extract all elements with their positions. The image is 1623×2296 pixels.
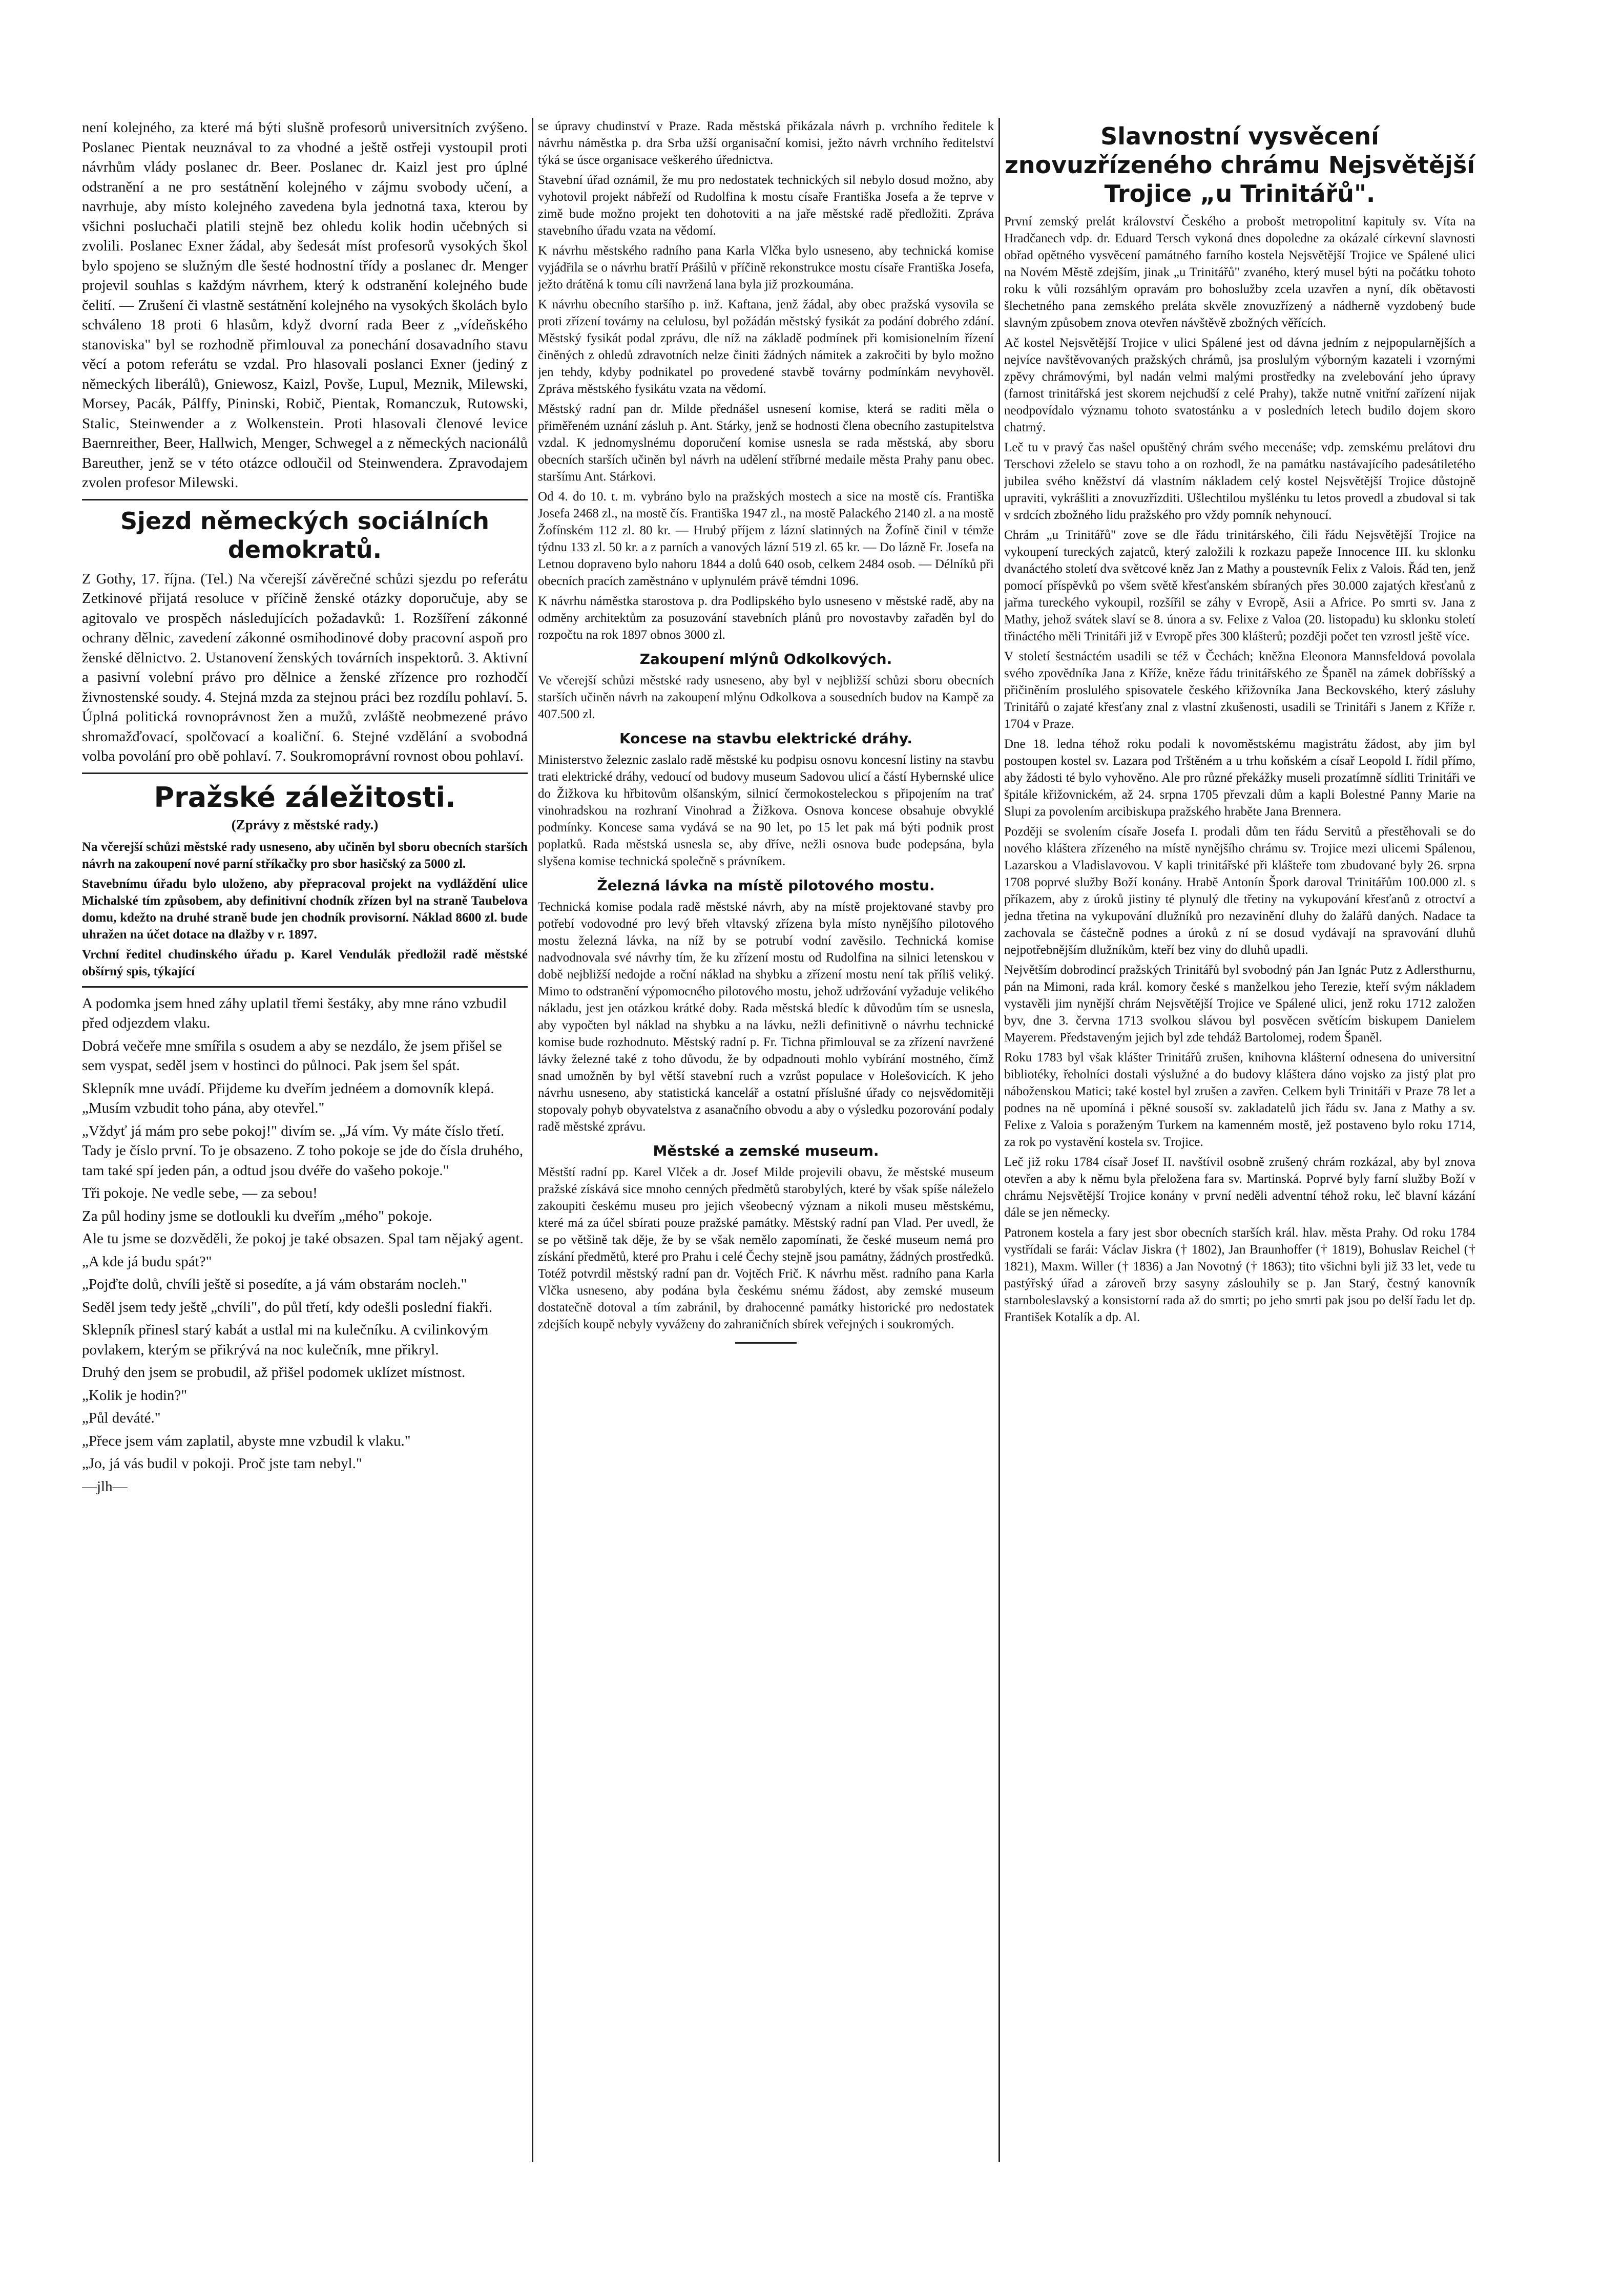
feuilleton-paragraph: „Kolik je hodin?" — [82, 1387, 188, 1404]
article-text: Leč již roku 1784 císař Josef II. navštívil osobně zrušený chrám rozkázal, aby byl znova otevřen a aby k němu byla přeložena fara sv. Martinská. Poprvé byly farní služby Boží v chrámu Nejsvětější Trojice konány v první neděli adventní téhož roku, leč blavní kázání dále se jen německy. — [1004, 1155, 1475, 1220]
feuilleton — [82, 994, 528, 1497]
article-text: Z Gothy, 17. října. (Tel.) Na včerejší závěrečné schůzi sjezdu po referátu Zetkinové přijatá resoluce v příčině ženské otázky doporučuje, aby se agitovalo ve prospěch následujících požadavků: 1. Rozšíření zákonné ochrany dělnic, zavedení zákonné osmihodinové doby pracovní aspoň pro ženské dělnictvo. 2. Ustanovení ženských továrních inspektorů. 3. Aktivní a pasivní volební právo pro dělnice a ženské zřízence pro rozhodčí živnostenské soudy. 4. Stejná mzda za stejnou práci bez rozdílu pohlaví. 5. Úplná politická rovnoprávnost žen a mužů, zvláště neobmezené právo shromažďovací, spolčovací a koaliční. 6. Stejné vzdělání a svobodná volba povolání pro obě pohlaví. 7. Soukromoprávní rovnost obou pohlaví. — [82, 570, 528, 764]
article-text: K návrhu náměstka starostova p. dra Podlipského bylo usneseno v městské radě, aby na odměny architektům za posuzování stavebních plánů pro novostavby zařaděn byl do rozpočtu na rok 1897 obnos 3000 zl. — [538, 594, 994, 642]
article-text: Stavebnímu úřadu bylo uloženo, aby přepracoval projekt na vydláždění ulice Michalské tím způsobem, aby definitivní chodník zřízen byl na straně Taubelova domu, kdežto na druhé straně bude jen chodník provisorní. Náklad 8600 zl. bude uhražen na účet dotace na dlažby v r. 1897. — [82, 876, 528, 942]
article-text: K návrhu městského radního pana Karla Vlčka bylo usneseno, aby technická komise vyjádřila se o návrhu bratří Prášilů v příčině rekonstrukce mostu císaře Františka Josefa, ježto drátěná k tomu cíli navržená lana byla již prozkoumána. — [538, 244, 994, 291]
headline-electric-railway: Koncese na stavbu elektrické dráhy. — [619, 730, 913, 747]
end-rule — [735, 1342, 797, 1344]
feuilleton-paragraph: „Přece jsem vám zaplatil, abyste mne vzbudil k vlaku." — [82, 1432, 411, 1449]
article-text: Městští radní pp. Karel Vlček a dr. Josef Milde projevili obavu, že městské museum pražské získává sice mnoho cenných předmětů starobylých, které by však spíše náleželo zakoupiti českému museu pro jejich všeobecný význam a nikoli museu městskému, které má za účel sbírati pouze pražské památky. Městský radní pan Vlad. Per uvedl, že se po většině tak děje, že by se však nemělo zapomínati, že české museum nemá pro získání předmětů, které pro Prahu i celé Čechy stejně jsou památny, žádných prostředků. Totéž potvrdil městský radní pan dr. Vojtěch Frič. K návrhu měst. radního pana Karla Vlčka usneseno, aby podána byla českému snému žádost, aby zemské museum dostatečně dotoval a tím zabránil, by drahocenné památky historické pro nedostatek zdejších koupě nebyly vyváženy do zahraničních sbírek veřejných i soukromých. — [538, 1165, 994, 1331]
article-text: Ministerstvo železnic zaslalo radě městské ku podpisu osnovu koncesní listiny na stavbu trati elektrické dráhy, vedoucí od budovy museum Sadovou ulicí a částí Hybernské ulice do Žižkova ku hřbitovům olšanským, silnicí čermokosteleckou s připojením na trať vinohradskou na rozhraní Vinohrad a Žižkova. Osnova koncese obsahuje obvyklé podmínky. Koncese sama vydává se na 90 let, po 15 let pak má býti podnik prost poplatků. Rada městská usnesla se, aby dříve, nežli osnova bude podepsána, byla slyšena komise technická společně s právníkem. — [538, 753, 994, 868]
article-text: Na včerejší schůzi městské rady usneseno, aby učiněn byl sboru obecních starších návrh na zakoupení nové parní stříkačky pro sbor hasičský za 5000 zl. — [82, 840, 528, 871]
headline-subtitle: (Zprávy z městské rady.) — [231, 817, 379, 832]
feuilleton-paragraph: Sklepník mne uvádí. Přijdeme ku dveřím jednéem a domovník klepá. „Musím vzbudit toho pána, aby otevřel." — [82, 1080, 494, 1116]
article-text: Městský radní pan dr. Milde přednášel usnesení komise, která se raditi měla o přiměřeném uznání zásluh p. Ant. Stárky, jenž se hodnosti člena obecního zastupitelstva vzdal. K jednomyslnému doporučení komise usnesla se rada městská, aby sboru obecních starších učiněn byl návrh na udělení stříbrné medaile města Prahy panu obec. staršímu Ant. Stárkovi. — [538, 402, 994, 484]
column-divider — [998, 118, 1000, 2162]
divider — [82, 773, 528, 774]
article-text: První zemský prelát království Českého a probošt metropolitní kapituly sv. Víta na Hradčanech vdp. dr. Eduard Tersch vykoná dnes dopoledne za okázalé církevní slavnosti obřad opětného vysvěcení památného farního kostela Nejsvětější Trojice ve Spálené ulici na Novém Městě zdejším, jinak „u Trinitářů" zvaného, který musel býti na počátku tohoto roku k vůli rozsáhlým opravám pro bohoslužby zcela uzavřen a nyní, dík obětavosti šlechetného pana zemského preláta skvěle znovuzřízený a nádherně vyzdobený bude slavným způsobem znova otevřen návštěvě zbožných věřících. — [1004, 215, 1475, 330]
article-text: Leč tu v pravý čas našel opuštěný chrám svého mecenáše; vdp. zemskému prelátovi dru Terschovi zželelo se stavu toho a on rozhodl, že na památku nastávajícího padesátiletého jubilea svého kněžství dá vlastním nákladem celý kostel Nejsvětější Trojice důstojně upraviti, vykrášliti a znovuzřízditi. Ušlechtilou myšlénku tu letos provedl a zbudoval si tak v srdcích zbožného lidu pražského pro vždy pomník nehynoucí. — [1004, 441, 1475, 522]
headline-museum: Městské a zemské museum. — [653, 1142, 879, 1159]
feuilleton-paragraph: „A kde já budu spát?" — [82, 1253, 212, 1270]
feuilleton-paragraph: „Vždyť já mám pro sebe pokoj!" divím se. „Já vím. Vy máte číslo třetí. Tady je číslo první. To je obsazeno. Z toho pokoje se jde do čísla druhého, tam také spí jeden pán, a odtud jsou dvéře do vašeho pokoje." — [82, 1122, 524, 1179]
column-3 — [1004, 118, 1475, 2218]
article-text: Od 4. do 10. t. m. vybráno bylo na pražských mostech a sice na mostě cís. Františka Josefa 2468 zl., na mostě čís. Františka 1947 zl., na mostě Palackého 2140 zl. a na mostě Žofínském 112 zl. 80 kr. — Hrubý příjem z lázní slatinných na Žofíně činil v témže týdnu 133 zl. 50 kr. a z parních a vanových lázní 519 zl. 65 kr. — Do lázně Fr. Josefa na Letnou dopraveno bylo nahoru 1844 a dolů 640 osob, celkem 2484 osob. — Délníků při obecních pracích zaměstnáno v uplynulém právě témdni 1096. — [538, 490, 994, 588]
article-text: Později se svolením císaře Josefa I. prodali dům ten řádu Servitů a přestěhovali se do nového kláštera zřízeného na místě nynějšího chrámu sv. Trojice mezi ulicemi Spálenou, Lazarskou a Vladislavovou. V kapli trinitářské při klášteře tom zbudované byly 26. srpna 1708 poprvé služby Boží konány. Hrabě Antonín Špork daroval Trinitářům 100.000 zl. s příkazem, aby z úroků jistiny té plynulý dle třetiny na vykupování křesťanů z otroctví a jedna třetina na vykupování dlužníků pro nezavinění dluhy do žalářů daných. Nadace ta zachovala se částečně podnes a úroků z ní se dosud vydávají na spravování dluhů nejpotřebnějším dlužníkům, kteří bez viny do dluhů upadli. — [1004, 825, 1475, 957]
feuilleton-paragraph: Za půl hodiny jsme se dotloukli ku dveřím „mého" pokoje. — [82, 1207, 432, 1224]
article-text: není kolejného, za které má býti slušně profesorů universitních zvýšeno. Poslanec Pientak neuznával to za vhodné a ještě ostřeji vystoupil proti návrhům vlády poslanec dr. Beer. Poslanec dr. Kaizl jest pro úplné odstranění a ne pro sestátnění kolejného v zájmu svobody učení, a navrhuje, aby místo kolejného zavedena byla jednotná taxa, kterou by všichni posluchači platili stejně bez ohledu kolik hodin učebných si zvolili. Poslanec Exner žádal, aby šedesát míst profesorů vysokých škol bylo spojeno se služným dle šesté hodnostní třídy a poslanec dr. Menger projevil souhlas s každým návrhem, který k odstranění kolejného bude čelití. — Zrušení či vlastně sestátnění kolejného na vysokých školách bylo schváleno 18 proti 6 hlasům, když dvorní rada Beer z „vídeňského stanoviska" byl se rozhodně přimlouval za ponechání dosavadního stavu věcí a potom referátu se vzdal. Pro hlasovali poslanci Exner (jediný z německých liberálů), Gniewosz, Kaizl, Povše, Lupul, Meznik, Milewski, Morsey, Pacák, Pálffy, Pininski, Robič, Pientak, Romanczuk, Rutowski, Stalic, Steinwender a z Wolkenstein. Proti hlasovali členové levice Baernreither, Beer, Hallwich, Menger, Schwegel a z německých nacionálů Bareuther, jenž se v této otázce odloučil od Steinwendera. Zpravodajem zvolen profesor Milewski. — [82, 119, 528, 491]
article-text: Největším dobrodincí pražských Trinitářů byl svobodný pán Jan Ignác Putz z Adlersthurnu, pán na Mimoni, rada král. komory české s manželkou jeho Terezie, kteří svým nákladem vystavěli jim nynější chrám Nejsvětější Trojice ve Spálené ulici, jenž roku 1712 založen byv, dne 3. června 1713 svolkou slávou byl posvěcen světícím biskupem Danielem Mayerem. Představeným jejich byl zde tehdáž Bartolomej, rodem Španěl. — [1004, 963, 1475, 1045]
article-text: Ač kostel Nejsvětější Trojice v ulici Spálené jest od dávna jedním z nejpopularnějších a nejvíce navštěvovaných pražských chrámů, jsa proslulým výborným kazateli i vzornými zpěvy chrámovými, byl nadán velmi malými prostředky na zvelebování jeho úpravy (farnost trinitářská jest skorem nejchudší z celé Prahy), takže nutně vnitřní zařízení nijak neodpovídalo významu tohoto svatostánku a v posledních letech budilo dojem skoro chatrný. — [1004, 336, 1475, 434]
feuilleton-paragraph: „Jo, já vás budil v pokoji. Proč jste tam nebyl." — [82, 1455, 362, 1472]
feuilleton-paragraph: Sklepník přinesl starý kabát a ustlal mi na kulečníku. A cvilinkovým povlakem, kterým se přikrývá na noc kulečník, mne přikryl. — [82, 1322, 489, 1358]
column-2 — [538, 118, 994, 2218]
article-text: Technická komise podala radě městské návrh, aby na místě projektované stavby pro potřebí vodovodné pro levý břeh vltavský zřízena byla místo nynějšího pilotového mostu železná lávka, na níž by se potrubí vodní zavěsilo. Technická komise nadvodnovala své návrhy tím, že ku zřízení mostu od Rudolfina na silnici letenskou v době nejbližší nedojde a roční náklad na shybku a zřízení mostu není tak příliš veliký. Mimo to odstranění výpomocného pilotového mostu, jehož udržování vyžaduje velikého nákladu, jest jen otázkou krátké doby. Rada městská bledíc k důvodům tím se usnesla, aby vypočten byl náklad na shybku a na lávku, nežli definitivně o návrhu technické komise bude rozhodnuto. Městský radní p. Fr. Tichna přimlouval se za zřízení navržené lávky železné také z toho důvodu, že by odpadnouti mohlo vybírání mostného, čímž snad umožněn by byl větší stavební ruch a vzrůst populace v Holešovicích. K jeho návrhu usneseno, aby statistická kancelář a ostatní příslušné úřady co nejsvědomitěji stopovaly pohyb obyvatelstva z asanačního obvodu a aby o výsledku pozorování podaly radě městské zprávu. — [538, 900, 994, 1134]
headline-prague-affairs: Pražské záležitosti. — [154, 781, 456, 813]
article-text: K návrhu obecního staršího p. inž. Kaftana, jenž žádal, aby obec pražská vysovila se proti zřízení továrny na celulosu, byl požádán městský fysikát za podání dobrého zdání. Městský fysikát podal zprávu, dle níž na základě podmínek při komisionelním řízení činěných z ohledů zdravotních nelze činiti žádných námitek a zakročiti by bylo možno jen tehdy, kdyby podnikatel po provedené stavbě továrny podmínkám nevyhověl. Zpráva městského fysikátu vzata na vědomí. — [538, 298, 994, 396]
article-text: V století šestnáctém usadili se též v Čechách; kněžna Eleonora Mannsfeldová povolala svého zpovědníka Jana z Kříže, kněze řádu trinitářského ze Španěl na zámek dobříšský a přičiněním proslulého spisovatele českého křižovníka Jana Beckovského, který zásluhy Trinitářů o zajaté křesťany znal z vlastní zkušenosti, usadili se Trinitáři s Janem z Kříže r. 1704 v Praze. — [1004, 650, 1475, 731]
article-text: Patronem kostela a fary jest sbor obecních starších král. hlav. města Prahy. Od roku 1784 vystřídali se farái: Václav Jiskra († 1802), Jan Braunhoffer († 1819), Bohuslav Reichel († 1821), Maxm. Willer († 1836) a Jan Novotný († 1863); tito všichni byli již 33 let, vede tu pastýřský úřad a zároveň brzy sasyny záslouhily se p. Jan Starý, čestný kanovník starnboleslavský a konsistorní rada až do smrti; po jeho smrti pak jsou po delší řadu let dp. František Kotalík a dp. Al. — [1004, 1226, 1475, 1324]
feuilleton-paragraph: Tři pokoje. Ne vedle sebe, — za sebou! — [82, 1185, 318, 1201]
headline-socialist-congress: Sjezd německých sociálních demokratů. — [120, 507, 490, 563]
feuilleton-paragraph: A podomka jsem hned záhy uplatil třemi šestáky, aby mne ráno vzbudil před odjezdem vlaku. — [82, 995, 507, 1031]
author-signature: —jlh— — [82, 1478, 128, 1495]
article-text: Ve včerejší schůzi městské rady usneseno, aby byl v nejbližší schůzi sboru obecních starších učiněn návrh na zakoupení mlýnu Odkolkova a sousedních budov na Kampě za 407.500 zl. — [538, 674, 994, 721]
article-text: Chrám „u Trinitářů" zove se dle řádu trinitárského, čili řádu Nejsvětější Trojice na vykoupení tureckých zajatců, který založili k rozkazu papeže Innocence III. ku sklonku dvanáctého století dva světcové kněz Jan z Mathy a poustevník Felix z Valois. Řád ten, jenž pomocí příspěvků po všem světě křesťanském sbíraných přes 30.000 zajatých křesťanů z jařma tureckého vykoupil, rozšířil se záhy v Evropě, Asii a Africe. Po smrti sv. Jana z Mathy, jehož svátek slaví se 8. února a sv. Felixe z Valoa (20. listopadu) ku sklonku století třináctého měli Trinitáři již v Evropě přes 300 klášterů; později počet ten vzrostl ještě více. — [1004, 528, 1475, 643]
feuilleton-paragraph: „Pojďte dolů, chvíli ještě si posedíte, a já vám obstarám nocleh." — [82, 1276, 467, 1292]
article-text: Dne 18. ledna téhož roku podali k novoměstskému magistrátu žádost, aby jim byl postoupen kostel sv. Lazara pod Trštěném a u trhu koňském a císař Leopold I. řídil přímo, aby žádosti té bylo vyhověno. Ale pro různé překážky museli prozatímně sídliti Trinitáři ve špitále křižovnickém, až 24. srpna 1705 převzali dům a kapli Bolestné Panny Marie na Slupi za povolením arcibiskupa pražského hraběte Jana Brennera. — [1004, 737, 1475, 819]
feuilleton-paragraph: Ale tu jsme se dozvěděli, že pokoj je také obsazen. Spal tam nějaký agent. — [82, 1230, 524, 1247]
headline-iron-footbridge: Železná lávka na místě pilotového mostu. — [597, 877, 935, 894]
feuilleton-paragraph: Seděl jsem tedy ještě „chvíli", do půl třetí, kdy odešli poslední fiakři. — [82, 1299, 493, 1316]
article-text: Vrchní ředitel chudinského úřadu p. Karel Vendulák předložil radě městské obšírný spis, týkající — [82, 947, 528, 978]
feuilleton-paragraph: „Půl deváté." — [82, 1410, 161, 1426]
headline-mills-purchase: Zakoupení mlýnů Odkolkových. — [639, 651, 892, 667]
divider — [82, 986, 528, 988]
article-text: Roku 1783 byl však klášter Trinitářů zrušen, knihovna klášterní odnesena do universitní bibliotéky, řeholníci dostali výslužné a do budovy kláštera dáno vojsko za jistý plat pro náboženskou Matici; také kostel byl zrušen a zavřen. Celkem byli Trinitáři v Praze 78 let a podnes na ně upomíná i pěkné sousoší sv. zakladatelů jich řádu sv. Jana z Mathy a sv. Felixe z Valoia s poraženým Turkem na kamenném mostě, jež postaveno bylo roku 1714, za rok po vystavění kostela sv. Trojice. — [1004, 1051, 1475, 1149]
article-text: se úpravy chudinství v Praze. Rada městská přikázala návrh p. vrchního ředitele k návrhu náměstka p. dra Srba užší organisační komisi, ježto návrh vrchního ředitelství týká se úsce organisace veškerého úřednictva. — [538, 119, 994, 167]
column-divider — [532, 118, 533, 2162]
column-1 — [82, 118, 528, 2218]
feuilleton-paragraph: Dobrá večeře mne smířila s osudem a aby se nezdálo, že jsem přišel se sem vyspat, seděl jsem v hostinci do půlnoci. Pak jsem šel spát. — [82, 1037, 502, 1074]
divider — [82, 499, 528, 500]
headline-trinity-church: Slavnostní vysvěcení znovuzřízeného chrámu Nejsvětější Trojice „u Trinitářů". — [1005, 122, 1475, 207]
feuilleton-paragraph: Druhý den jsem se probudil, až přišel podomek uklízet místnost. — [82, 1364, 466, 1381]
article-text: Stavební úřad oznámil, že mu pro nedostatek technických sil nebylo dosud možno, aby vyhotovil projekt nábřeží od Rudolfina k mostu císaře Františka Josefa a že teprve v zimě bude možno projekt ten dohotoviti a na jaře městské radě předložiti. Zpráva stavebního úřadu vzata na vědomí. — [538, 173, 994, 238]
